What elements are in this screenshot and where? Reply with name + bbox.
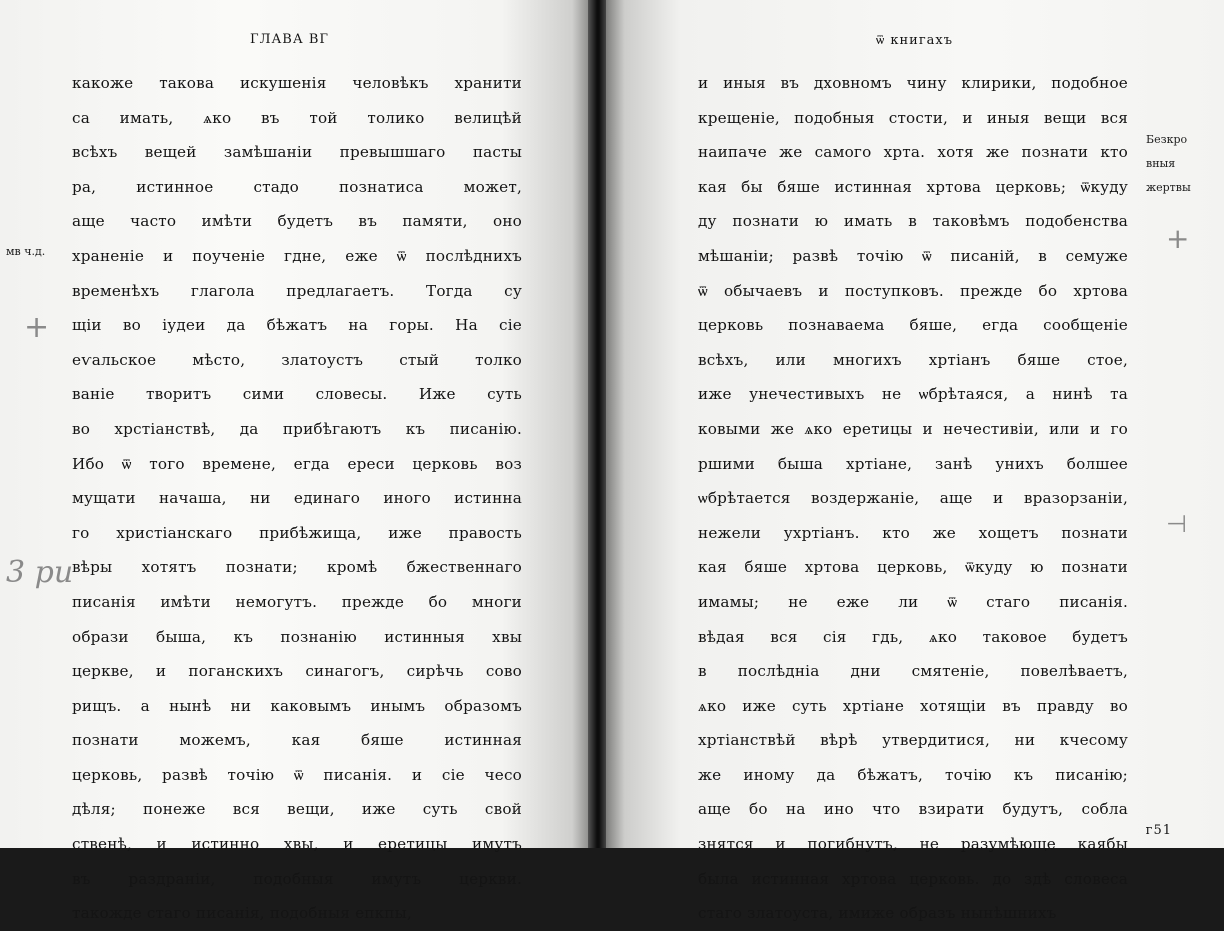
page-number: г51 [1145,823,1172,838]
text-line: же иному да бѣжатъ, точію къ писанію; [698,765,1128,784]
text-line: еѵальское мѣсто, златоустъ стый толко [72,350,522,369]
text-line: во хрстіанствѣ, да прибѣгаютъ къ писанію. [72,419,522,438]
text-line: ѿ обычаевъ и поступковъ. прежде бо хртова [698,281,1128,300]
text-line: щіи во іудеи да бѣжатъ на горы. На сіе [72,316,522,335]
text-line: стаго златоуста, имиже образъ нынѣшнихъ [698,904,1057,923]
text-line: познати можемъ, кая бяше истинная [72,731,522,750]
text-line: всѣхъ вещей замѣшаніи превышшаго пасты [72,143,522,162]
text-line: была истинная хртова церковь. до здѣ словеса [698,869,1128,888]
text-line: са имать, ѧко въ той толико велицѣй [72,108,522,127]
left-pencil-plus-mark: + [24,310,50,345]
text-line: всѣхъ, или многихъ хртіанъ бяше стое, [698,350,1128,369]
right-body-text [698,66,1128,931]
left-margin-note: мв ч.д. [6,245,46,258]
text-line: какоже такова искушенія человѣкъ хранити [72,74,522,92]
text-line: храненіе и поученіе гдне, еже ѿ послѣднихъ [72,246,522,265]
left-page [0,0,590,923]
left-pencil-note: 3 ри [6,555,74,590]
text-line: дѣля; понеже вся вещи, иже суть свой [72,800,522,819]
right-pencil-plus-mark: + [1166,222,1190,255]
text-line: рищъ. а нынѣ ни каковымъ инымъ образомъ [72,696,522,715]
text-line: знятся и погибнутъ, не разумѣюще каябы [698,835,1128,854]
text-line: мѣшаніи; развѣ точію ѿ писаній, в семуже [698,246,1128,265]
text-line: крещеніе, подобныя стости, и иныя вещи вся [698,108,1128,127]
text-line: аще бо на ино что взирати будутъ, собла [698,800,1128,819]
right-pencil-dash-mark: ⊣ [1166,510,1187,538]
text-line: церкве, и поганскихъ синагогъ, сирѣчь сово [72,662,522,681]
text-line: имамы; не еже ли ѿ стаго писанія. [698,592,1128,611]
right-running-head: ѿ книгахъ [876,33,953,48]
text-line: ду познати ю имать в таковѣмъ подобенства [698,212,1128,231]
text-line: ственѣ, и истинно хвы, и еретицы имутъ [72,835,522,854]
text-line: наипаче же самого хрта. хотя же познати кто [698,143,1128,162]
right-margin-note: Безкро вныя жертвы [1146,133,1191,194]
text-line: ѡбрѣтается воздержаніе, аще и вразорзаніи, [698,489,1128,508]
text-line: въ раздраніи, подобныя имутъ церкви. [72,869,522,888]
text-line: иже унечестивыхъ не ѡбрѣтаяся, а нинѣ та [698,385,1128,404]
text-line: вѣдая вся сія гдь, ѧко таковое будетъ [698,627,1128,646]
text-line: ра, истинное стадо познатиса может, [72,177,522,196]
text-line: образи быша, къ познанію истинныя хвы [72,627,522,646]
text-line: временѣхъ глагола предлагаетъ. Тогда су [72,281,522,300]
text-line: церковь познаваема бяше, егда сообщеніе [698,316,1128,335]
left-body-text [72,66,522,931]
text-line: кая бы бяше истинная хртова церковь; ѿкуду [698,177,1128,196]
text-line: нежели ухртіанъ. кто же хощетъ познати [698,523,1128,542]
text-line: го христіанскаго прибѣжища, иже правость [72,523,522,542]
right-page [606,0,1224,923]
text-line: хртіанствѣй вѣрѣ утвердитися, ни кчесому [698,731,1128,750]
text-line: мущати начаша, ни единаго иного истинна [72,489,522,508]
text-line: Ибо ѿ того времене, егда ереси церковь воз [72,454,522,473]
text-line: ваніе творитъ сими словесы. Иже суть [72,385,522,404]
book-gutter [588,0,608,848]
left-running-head: ГЛАВА ВГ [250,32,329,47]
text-line: ршими быша хртіане, занѣ унихъ болшее [698,454,1128,473]
text-line: церковь, развѣ точію ѿ писанія. и сіе чесо [72,765,522,784]
text-line: и иныя въ дховномъ чину клирики, подобное [698,74,1128,92]
text-line: вѣры хотятъ познати; кромѣ бжественнаго [72,558,522,577]
text-line: ѧко иже суть хртіане хотящіи въ правду во [698,696,1128,715]
text-line: ковыми же ѧко еретицы и нечестивіи, или и го [698,419,1128,438]
text-line: аще часто имѣти будетъ въ памяти, оно [72,212,522,231]
text-line: такожде стаго писанія, подобныя епкпы, [72,904,412,923]
text-line: кая бяше хртова церковь, ѿкуду ю познати [698,558,1128,577]
text-line: писанія имѣти немогутъ. прежде бо многи [72,592,522,611]
text-line: в послѣдніа дни смятеніе, повелѣваетъ, [698,662,1128,681]
